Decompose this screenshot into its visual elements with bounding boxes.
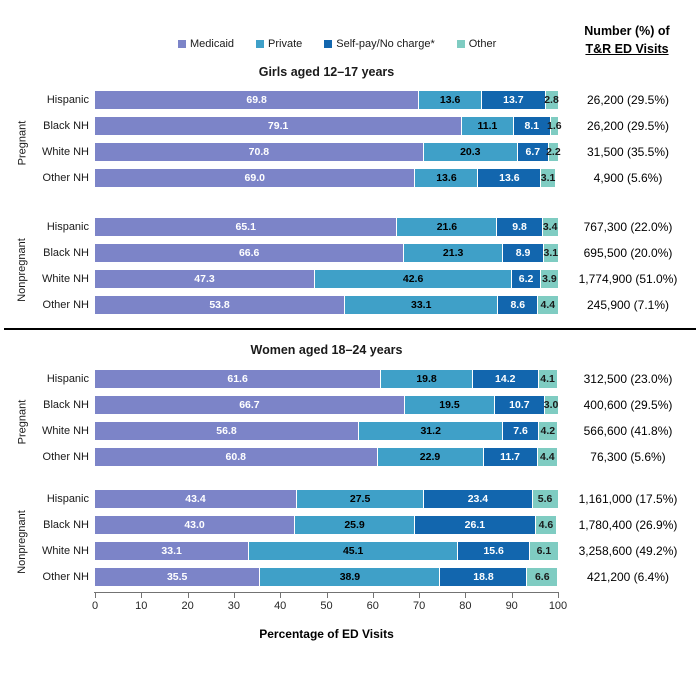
bar-segment-selfpay (481, 91, 544, 109)
legend-swatch-medicaid (178, 40, 186, 48)
stacked-bar (95, 542, 558, 560)
bar-segment-selfpay (457, 542, 529, 560)
segment-value-label: 8.1 (524, 119, 540, 132)
bar-row (5, 270, 698, 288)
category-label: Hispanic (46, 493, 89, 505)
x-axis-title: Percentage of ED Visits (259, 627, 394, 641)
bar-segment-selfpay (414, 516, 535, 534)
right-column-header-line2: T&R ED Visits (585, 41, 669, 56)
bar-segment-medicaid (95, 244, 403, 262)
bar-segment-selfpay (513, 117, 551, 135)
right-column-header-line1: Number (%) of (584, 24, 670, 38)
segment-value-label: 18.8 (473, 570, 494, 583)
row-total: 566,600 (41.8%) (583, 424, 673, 438)
row-total: 245,900 (7.1%) (586, 298, 670, 312)
bar-segment-other (543, 244, 557, 262)
segment-value-label: 13.6 (499, 171, 520, 184)
row-total: 1,780,400 (26.9%) (578, 518, 678, 532)
bar-segment-medicaid (95, 396, 404, 414)
bar-segment-selfpay (497, 296, 537, 314)
bar-row (5, 117, 698, 135)
segment-value-label: 8.9 (515, 246, 531, 259)
bar-row (5, 422, 698, 440)
x-axis-tick (373, 593, 374, 598)
group-label-pregnant (13, 370, 31, 474)
bar-segment-selfpay (439, 568, 526, 586)
segment-value-label: 10.7 (509, 398, 530, 411)
bar-segment-selfpay (502, 422, 537, 440)
bar-segment-medicaid (95, 516, 294, 534)
stacked-bar (95, 218, 558, 236)
group-label-nonpregnant (13, 490, 31, 594)
segment-value-label: 69.0 (244, 171, 265, 184)
segment-value-label: 22.9 (419, 450, 441, 463)
row-total: 1,774,900 (51.0%) (578, 272, 678, 286)
legend (178, 38, 496, 50)
segment-value-label: 3.0 (543, 398, 559, 411)
bar-segment-medicaid (95, 370, 380, 388)
segment-value-label: 4.4 (540, 450, 555, 463)
row-total: 26,200 (29.5%) (586, 93, 670, 107)
segment-value-label: 25.9 (344, 518, 365, 531)
x-axis-tick (95, 593, 96, 598)
segment-value-label: 45.1 (342, 544, 364, 557)
stacked-bar (95, 396, 558, 414)
bar-segment-other (537, 296, 557, 314)
stacked-bar (95, 568, 558, 586)
stacked-bar (95, 244, 558, 262)
segment-value-label: 69.8 (246, 93, 267, 106)
bar-group-women-pregnant (5, 370, 698, 474)
x-axis-tick-label: 40 (274, 600, 287, 612)
bar-segment-other (547, 117, 562, 135)
bar-segment-private (377, 448, 483, 466)
segment-value-label: 60.8 (225, 450, 246, 463)
bar-segment-other (538, 370, 557, 388)
segment-value-label: 43.0 (184, 518, 205, 531)
segment-value-label: 4.6 (538, 518, 554, 531)
bar-segment-selfpay (494, 396, 544, 414)
segment-value-label: 19.8 (416, 372, 437, 385)
bar-segment-other (542, 218, 558, 236)
bar-segment-selfpay (472, 370, 538, 388)
row-total: 26,200 (29.5%) (586, 119, 670, 133)
bar-segment-selfpay (511, 270, 540, 288)
legend-label: Self-pay/No charge* (336, 38, 435, 50)
bar-segment-medicaid (95, 91, 418, 109)
bar-row (5, 568, 698, 586)
segment-value-label: 8.6 (510, 298, 526, 311)
category-label: Black NH (43, 120, 89, 132)
stacked-bar (95, 143, 561, 161)
group-label-pregnant (13, 91, 31, 195)
right-column-header (557, 23, 697, 58)
bar-group-girls-pregnant (5, 91, 698, 195)
x-axis-tick (465, 593, 466, 598)
group-label-text: Nonpregnant (16, 238, 29, 302)
bar-segment-other (538, 422, 557, 440)
category-label: Other NH (42, 571, 89, 583)
x-axis-tick (512, 593, 513, 598)
x-axis-tick-label: 0 (91, 600, 99, 612)
bar-segment-selfpay (483, 448, 537, 466)
segment-value-label: 35.5 (166, 570, 188, 583)
bar-segment-private (423, 143, 517, 161)
segment-value-label: 38.9 (339, 570, 361, 583)
segment-value-label: 19.5 (439, 398, 460, 411)
stacked-bar (95, 516, 558, 534)
bar-row (5, 490, 698, 508)
bar-group-girls-nonpregnant (5, 218, 698, 322)
x-axis-tick (188, 593, 189, 598)
segment-value-label: 3.1 (540, 171, 556, 184)
category-label: Other NH (42, 299, 89, 311)
legend-item-private (256, 38, 302, 50)
bar-segment-selfpay (423, 490, 531, 508)
segment-value-label: 14.2 (495, 372, 516, 385)
legend-item-other (457, 38, 497, 50)
bar-row (5, 448, 698, 466)
bar-segment-other (540, 270, 558, 288)
group-label-text: Pregnant (16, 399, 28, 445)
bar-row (5, 396, 698, 414)
segment-value-label: 2.8 (544, 93, 559, 106)
bar-segment-medicaid (95, 490, 296, 508)
segment-value-label: 42.6 (402, 272, 424, 285)
bar-segment-private (248, 542, 457, 560)
x-axis-tick-label: 50 (320, 600, 333, 612)
category-label: White NH (41, 146, 89, 158)
segment-value-label: 20.3 (460, 145, 481, 158)
bar-segment-private (344, 296, 497, 314)
x-axis-tick (141, 593, 142, 598)
bar-row (5, 542, 698, 560)
bar-segment-medicaid (95, 117, 461, 135)
segment-value-label: 5.6 (537, 492, 553, 505)
category-label: White NH (41, 273, 89, 285)
stacked-bar (95, 490, 558, 508)
bar-segment-medicaid (95, 296, 344, 314)
bar-segment-private (259, 568, 439, 586)
row-total: 312,500 (23.0%) (583, 372, 673, 386)
segment-value-label: 4.2 (540, 424, 556, 437)
stacked-bar (95, 169, 558, 187)
segment-value-label: 11.7 (500, 450, 521, 463)
segment-value-label: 27.5 (349, 492, 371, 505)
bar-row (5, 244, 698, 262)
bar-segment-private (414, 169, 477, 187)
bar-segment-medicaid (95, 422, 358, 440)
category-label: Black NH (43, 247, 89, 259)
bar-segment-selfpay (502, 244, 543, 262)
x-axis-tick-label: 80 (459, 600, 472, 612)
legend-swatch-private (256, 40, 264, 48)
bar-segment-medicaid (95, 270, 314, 288)
row-total: 3,258,600 (49.2%) (578, 544, 678, 558)
section-title-women: Women aged 18–24 years (250, 343, 403, 357)
row-total: 767,300 (22.0%) (583, 220, 673, 234)
bar-segment-other (532, 490, 558, 508)
bar-row (5, 296, 698, 314)
segment-value-label: 9.8 (512, 220, 527, 233)
bar-segment-other (526, 568, 557, 586)
row-total: 4,900 (5.6%) (593, 171, 663, 185)
segment-value-label: 33.1 (411, 298, 432, 311)
x-axis-tick-label: 30 (227, 600, 241, 612)
segment-value-label: 13.7 (503, 93, 524, 106)
bar-segment-selfpay (496, 218, 541, 236)
stacked-bar (95, 422, 558, 440)
segment-value-label: 26.1 (464, 518, 486, 531)
bar-segment-private (396, 218, 496, 236)
x-axis-tick (327, 593, 328, 598)
segment-value-label: 61.6 (227, 372, 248, 385)
segment-value-label: 21.6 (436, 220, 458, 233)
segment-value-label: 23.4 (467, 492, 489, 505)
segment-value-label: 13.6 (439, 93, 461, 106)
x-axis-tick-label: 100 (548, 600, 568, 612)
bar-row (5, 143, 698, 161)
x-axis-tick (280, 593, 281, 598)
x-axis-tick-label: 70 (412, 600, 426, 612)
segment-value-label: 31.2 (420, 424, 441, 437)
legend-item-medicaid (178, 38, 234, 50)
segment-value-label: 6.1 (536, 544, 552, 557)
legend-swatch-other (457, 40, 465, 48)
bar-row (5, 370, 698, 388)
bar-segment-private (404, 396, 494, 414)
category-label: Black NH (43, 519, 89, 531)
legend-swatch-selfpay (324, 40, 332, 48)
segment-value-label: 65.1 (235, 220, 256, 233)
group-label-text: Pregnant (16, 120, 28, 166)
category-label: White NH (41, 425, 89, 437)
bar-segment-medicaid (95, 542, 248, 560)
bar-segment-other (535, 516, 556, 534)
x-axis-tick-label: 20 (181, 600, 194, 612)
segment-value-label: 11.1 (477, 119, 498, 132)
segment-value-label: 3.9 (542, 272, 557, 285)
section-title-girls: Girls aged 12–17 years (258, 65, 395, 79)
row-total: 400,600 (29.5%) (583, 398, 673, 412)
legend-label: Other (468, 38, 497, 50)
segment-value-label: 7.6 (513, 424, 528, 437)
segment-value-label: 66.7 (239, 398, 260, 411)
bar-segment-medicaid (95, 568, 259, 586)
stacked-bar (95, 448, 558, 466)
bar-segment-private (403, 244, 502, 262)
segment-value-label: 4.1 (540, 372, 555, 385)
segment-value-label: 13.6 (436, 171, 457, 184)
category-label: Hispanic (46, 94, 89, 106)
segment-value-label: 6.2 (518, 272, 534, 285)
category-label: Hispanic (46, 373, 89, 385)
segment-value-label: 2.2 (546, 145, 561, 158)
row-total: 76,300 (5.6%) (590, 450, 666, 464)
bar-segment-private (380, 370, 472, 388)
stacked-bar (95, 370, 558, 388)
segment-value-label: 56.8 (216, 424, 237, 437)
bar-segment-private (461, 117, 512, 135)
row-total: 695,500 (20.0%) (583, 246, 673, 260)
bar-segment-other (537, 448, 557, 466)
x-axis-tick (234, 593, 235, 598)
bar-row (5, 516, 698, 534)
row-total: 1,161,000 (17.5%) (578, 492, 678, 506)
x-axis-tick (558, 593, 559, 598)
category-label: White NH (41, 545, 89, 557)
x-axis-tick-label: 90 (505, 600, 518, 612)
segment-value-label: 53.8 (209, 298, 230, 311)
section-divider (4, 328, 696, 330)
segment-value-label: 4.4 (540, 298, 556, 311)
category-label: Hispanic (46, 221, 89, 233)
bar-segment-other (544, 396, 558, 414)
bar-segment-other (529, 542, 557, 560)
segment-value-label: 21.3 (442, 246, 464, 259)
stacked-bar (95, 296, 558, 314)
bar-segment-other (540, 169, 554, 187)
x-axis-tick-label: 10 (135, 600, 148, 612)
segment-value-label: 1.6 (547, 119, 562, 132)
bar-segment-other (545, 91, 558, 109)
segment-value-label: 15.6 (483, 544, 504, 557)
bar-row (5, 218, 698, 236)
legend-item-selfpay (324, 38, 434, 50)
bar-segment-private (314, 270, 511, 288)
bar-group-women-nonpregnant (5, 490, 698, 594)
legend-label: Medicaid (190, 38, 235, 50)
legend-label: Private (268, 38, 303, 50)
group-label-text: Nonpregnant (16, 510, 29, 574)
segment-value-label: 70.8 (248, 145, 270, 158)
bar-segment-medicaid (95, 143, 423, 161)
stacked-bar (95, 91, 558, 109)
stacked-bar (95, 270, 558, 288)
bar-segment-medicaid (95, 169, 414, 187)
x-axis-tick (419, 593, 420, 598)
bar-segment-private (294, 516, 414, 534)
x-axis (91, 592, 568, 616)
x-axis-tick-label: 60 (366, 600, 379, 612)
segment-value-label: 79.1 (267, 119, 289, 132)
segment-value-label: 6.6 (534, 570, 550, 583)
stacked-bar (95, 117, 562, 135)
bar-segment-medicaid (95, 448, 377, 466)
bar-row (5, 91, 698, 109)
category-label: Black NH (43, 399, 89, 411)
row-total: 31,500 (35.5%) (586, 145, 670, 159)
category-label: Other NH (42, 172, 89, 184)
segment-value-label: 3.4 (542, 220, 558, 233)
segment-value-label: 66.6 (238, 246, 260, 259)
bar-segment-private (358, 422, 502, 440)
segment-value-label: 33.1 (161, 544, 182, 557)
segment-value-label: 6.7 (525, 145, 541, 158)
category-label: Other NH (42, 451, 89, 463)
segment-value-label: 47.3 (194, 272, 215, 285)
segment-value-label: 43.4 (185, 492, 206, 505)
group-label-nonpregnant (13, 218, 31, 322)
row-total: 421,200 (6.4%) (586, 570, 670, 584)
bar-segment-selfpay (477, 169, 540, 187)
bar-segment-medicaid (95, 218, 396, 236)
bar-segment-private (418, 91, 481, 109)
segment-value-label: 3.1 (543, 246, 559, 259)
bar-row (5, 169, 698, 187)
bar-segment-other (546, 143, 561, 161)
bar-segment-selfpay (517, 143, 548, 161)
bar-segment-private (296, 490, 423, 508)
